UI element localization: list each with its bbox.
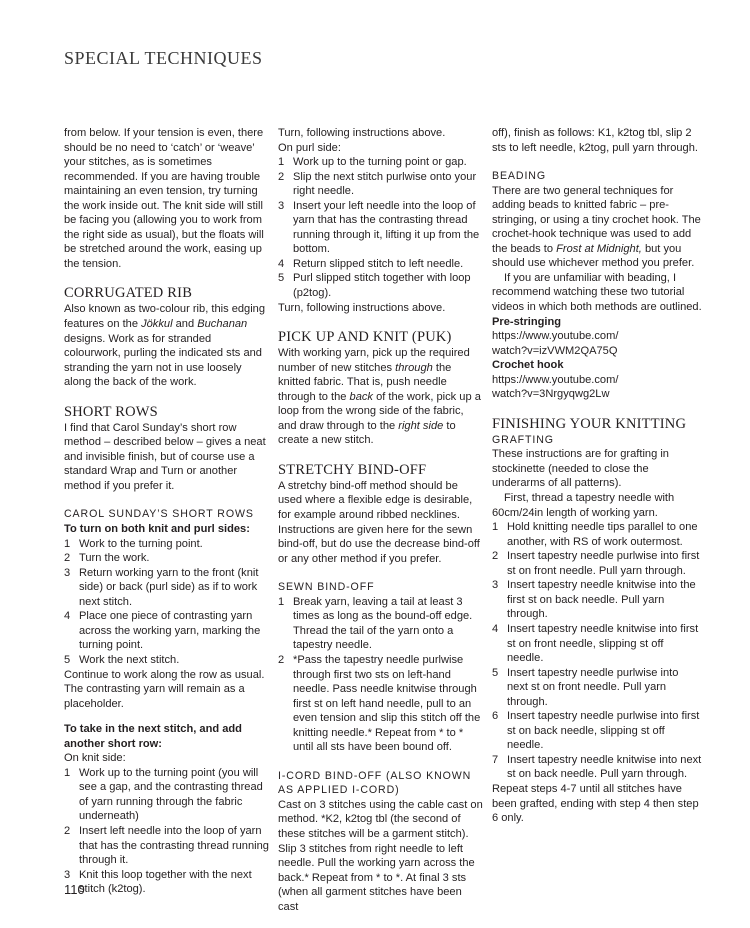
- page-header: SPECIAL TECHNIQUES: [64, 48, 263, 68]
- puk-heading: PICK UP AND KNIT (PUK): [278, 329, 452, 346]
- icord-text: Cast on 3 stitches using the cable cast on method. *K2, k2tog tbl (the second of these stitches will be a garment stitch). Slip 3 stitches from right needle to left needle. Pull the working yarn across the back.* Repeat from * to *. At final 3 sts (when all garment stitches have been cast: [278, 798, 483, 913]
- prestringing-label: Pre-stringing: [492, 315, 562, 328]
- short-rows-heading: SHORT ROWS: [64, 403, 158, 420]
- purl-steps-list: [278, 155, 483, 300]
- stretchy-bind-off-text: A stretchy bind-off method should be used where a flexible edge is desirable, for example around ribbed necklines. Instructions are given here for the sewn bind-off, but do use the decrease bind-off or any other method if you prefer.: [278, 479, 480, 565]
- list-item: 3 Insert tapestry needle knitwise into the first st on back needle. Pull yarn through.: [492, 579, 696, 621]
- beading-text: There are two general techniques for adding beads to knitted fabric – pre-stringing, or using a tiny crochet hook. The crochet-hook technique was used to add the beads to Frost at Midnight, but you should use whichever method you prefer.: [492, 184, 701, 270]
- crochet-hook-link[interactable]: https://www.youtube.com/ watch?v=3Nrgyqwg2Lw: [492, 373, 619, 401]
- list-item: 5 Purl slipped stitch together with loop (p2tog).: [278, 272, 471, 300]
- column-3: [492, 126, 702, 826]
- intro-paragraph: from below. If your tension is even, there should be no need to ‘catch’ or ‘weave’ your stitches, as is sometimes recommended. If you are having trouble maintaining an even tension, try turning the work inside out. The knit side will still be facing you (allowing you to work from the right side as usual), but the floats will be stretched around the work, easing up the tension.: [64, 127, 264, 270]
- stretchy-bind-off-heading: STRETCHY BIND-OFF: [278, 461, 427, 478]
- finishing-heading: FINISHING YOUR KNITTING: [492, 415, 687, 432]
- puk-text: With working yarn, pick up the required number of new stitches through the knitted fabric. That is, push needle through to the back of the work, pick up a loop from the wrong side of the fabric, and draw through to the right side to create a new stitch.: [278, 347, 481, 447]
- page-number: 110: [64, 882, 85, 897]
- list-item: 1 Work to the turning point.: [64, 537, 203, 550]
- graft-steps-list: [492, 520, 702, 782]
- grafting-heading: GRAFTING: [492, 433, 554, 446]
- knit-steps-list: [64, 766, 269, 897]
- column-2: [278, 126, 483, 914]
- list-item: 6 Insert tapestry needle purlwise into first st on back needle, slipping st off needle.: [492, 710, 700, 752]
- list-item: 2 Slip the next stitch purlwise onto your right needle.: [278, 170, 477, 198]
- list-item: 2 Insert left needle into the loop of yarn that has the contrasting thread running through it.: [64, 824, 269, 867]
- carol-sunday-heading: CAROL SUNDAY’S SHORT ROWS: [64, 508, 254, 521]
- list-item: 3 Insert your left needle into the loop of yarn that has the contrasting thread running through it, lifting it up from the bottom.: [278, 199, 480, 256]
- list-item: 7 Insert tapestry needle knitwise into next st on back needle. Pull yarn through.: [492, 753, 702, 781]
- turn-following-text-2: Turn, following instructions above.: [278, 301, 446, 314]
- list-item: 1 Hold knitting needle tips parallel to one another, with RS of work outermost.: [492, 521, 698, 548]
- grafting-text: These instructions are for grafting in stockinette (needed to close the underarms of all patterns).: [492, 448, 669, 490]
- crochet-hook-label: Crochet hook: [492, 359, 564, 372]
- list-item: 3 Return working yarn to the front (knit side) or back (purl side) as if to work next stitch.: [64, 566, 259, 608]
- take-in-heading: To take in the next stitch, and add another short row:: [64, 723, 242, 750]
- list-item: 5 Work the next stitch.: [64, 653, 180, 666]
- list-item: 4 Place one piece of contrasting yarn across the working yarn, marking the turning point.: [64, 610, 261, 652]
- sewn-steps-list: [278, 595, 483, 755]
- knit-side-label: On knit side:: [64, 752, 126, 765]
- corrugated-rib-text: Also known as two-colour rib, this edging features on the Jökkul and Buchanan designs. Work as for stranded colourwork, purling the indicated sts and stranding the yarn not in use loosely along the back of the work.: [64, 303, 266, 389]
- corrugated-rib-heading: CORRUGATED RIB: [64, 285, 193, 302]
- list-item: 4 Return slipped stitch to left needle.: [278, 257, 464, 270]
- list-item: 2 Insert tapestry needle purlwise into first st on front needle. Pull yarn through.: [492, 550, 700, 577]
- icord-continued-text: off), finish as follows: K1, k2tog tbl, slip 2 sts to left needle, k2tog, pull yarn through.: [492, 127, 698, 154]
- list-item: 1 Break yarn, leaving a tail at least 3 times as long as the bound-off edge. Thread the tail of the yarn onto a tapestry needle.: [278, 595, 473, 652]
- repeat-text: Repeat steps 4-7 until all stitches have been grafted, ending with step 4 then step 6 only.: [492, 782, 699, 825]
- list-item: 1 Work up to the turning point or gap.: [278, 156, 467, 169]
- list-item: 3 Knit this loop together with the next stitch (k2tog).: [64, 868, 252, 896]
- turn-following-text: Turn, following instructions above.: [278, 127, 446, 139]
- list-item: 1 Work up to the turning point (you will see a gap, and the contrasting thread of yarn running through the fabric underneath): [64, 766, 263, 823]
- grafting-text-2: First, thread a tapestry needle with 60cm/24in length of working yarn.: [492, 492, 675, 519]
- beading-heading: BEADING: [492, 170, 546, 183]
- list-item: 4 Insert tapestry needle knitwise into first st on front needle, slipping st off needle.: [492, 622, 699, 665]
- list-item: 5 Insert tapestry needle purlwise into next st on front needle. Pull yarn through.: [492, 666, 679, 708]
- column-1: [64, 126, 269, 897]
- list-item: 2 Turn the work.: [64, 552, 150, 565]
- purl-side-label: On purl side:: [278, 141, 341, 154]
- sewn-bind-off-heading: SEWN BIND-OFF: [278, 581, 375, 594]
- beading-text-2: If you are unfamiliar with beading, I recommend watching these two tutorial videos in which both methods are outlined.: [492, 271, 702, 314]
- icord-bind-off-heading: I-CORD BIND-OFF (ALSO KNOWN AS APPLIED I-CORD): [278, 769, 472, 797]
- list-item: 2 *Pass the tapestry needle purlwise through first two sts on left-hand needle. Pass needle knitwise through first st on left hand needle, pull to an even tension and slip this stitch off the knitting needle.* Repeat from * to * until all sts have been bound off.: [278, 653, 481, 754]
- turn-steps-list: [64, 537, 269, 668]
- continue-text: Continue to work along the row as usual. The contrasting yarn will remain as a placeholder.: [64, 668, 265, 710]
- prestringing-link[interactable]: https://www.youtube.com/ watch?v=izVWM2QA75Q: [492, 330, 619, 357]
- turn-on-heading: To turn on both knit and purl sides:: [64, 523, 250, 536]
- short-rows-text: I find that Carol Sunday’s short row method – described below – gives a neat and invisible finish, but of course use a standard Wrap and Turn or another method if you prefer it.: [64, 421, 266, 492]
